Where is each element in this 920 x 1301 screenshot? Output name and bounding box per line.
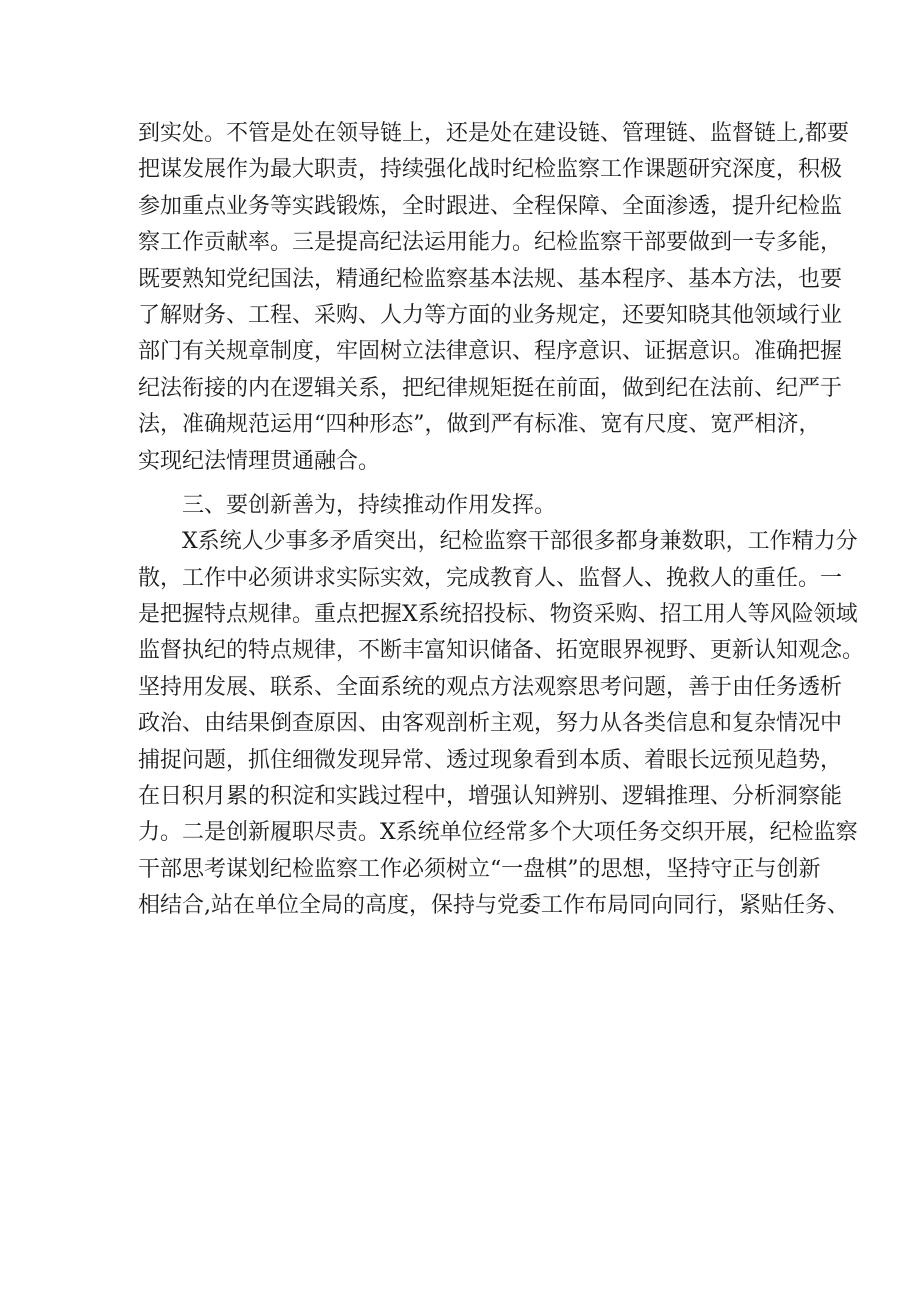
text-line: 部门有关规章制度，牢固树立法律意识、程序意识、证据意识。准确把握 — [138, 339, 843, 365]
text-line: 政治、由结果倒查原因、由客观剖析主观，努力从各类信息和复杂情况中 — [138, 711, 843, 737]
text-line: 纪法衔接的内在逻辑关系，把纪律规矩挺在前面，做到纪在法前、纪严于 — [138, 375, 843, 401]
text-line: 察工作贡献率。三是提高纪法运用能力。纪检监察干部要做到一专多能， — [138, 230, 843, 256]
text-line: 实现纪法情理贯通融合。 — [138, 448, 381, 474]
text-line: 法，准确规范运用“四种形态”，做到严有标准、宽有尺度、宽严相济， — [138, 412, 821, 438]
text-line: 坚持用发展、联系、全面系统的观点方法观察思考问题，善于由任务透析 — [138, 674, 843, 700]
text-line: 把谋发展作为最大职责，持续强化战时纪检监察工作课题研究深度，积极 — [138, 157, 843, 183]
section-heading — [138, 488, 798, 524]
text-line: 捕捉问题，抓住细微发现异常、透过现象看到本质、着眼长远预见趋势， — [138, 747, 843, 773]
text-line: 力。二是创新履职尽责。X系统单位经常多个大项任务交织开展，纪检监察 — [138, 820, 858, 846]
text-line: 干部思考谋划纪检监察工作必须树立“一盘棋”的思想，坚持守正与创新 — [138, 856, 821, 882]
heading-line: 三、要创新善为，持续推动作用发挥。 — [182, 492, 557, 518]
text-line: 监督执纪的特点规律，不断丰富知识储备、拓宽眼界视野、更新认知观念。 — [138, 638, 865, 664]
text-line: 到实处。不管是处在领导链上，还是处在建设链、管理链、监督链上,都要 — [138, 121, 849, 146]
text-line: X系统人少事多矛盾突出，纪检监察干部很多都身兼数职，工作精力分 — [182, 529, 858, 555]
text-line: 了解财务、工程、采购、人力等方面的业务规定，还要知晓其他领域行业 — [138, 302, 843, 328]
document-body — [138, 116, 865, 925]
text-line: 是把握特点规律。重点把握X系统招投标、物资采购、招工用人等风险领域 — [138, 602, 858, 628]
text-line: 既要熟知党纪国法，精通纪检监察基本法规、基本程序、基本方法，也要 — [138, 266, 843, 292]
text-line: 散，工作中必须讲求实际实效，完成教育人、监督人、挽救人的重任。一 — [138, 565, 843, 591]
text-line: 参加重点业务等实践锻炼，全时跟进、全程保障、全面渗透，提升纪检监 — [138, 193, 843, 219]
text-line: 相结合,站在单位全局的高度，保持与党委工作布局同向同行，紧贴任务、 — [138, 893, 849, 919]
paragraph — [138, 116, 849, 480]
text-line: 在日积月累的积淀和实践过程中，增强认知辨别、逻辑推理、分析洞察能 — [138, 784, 843, 810]
paragraph-gap — [138, 480, 798, 488]
paragraph — [138, 524, 865, 924]
